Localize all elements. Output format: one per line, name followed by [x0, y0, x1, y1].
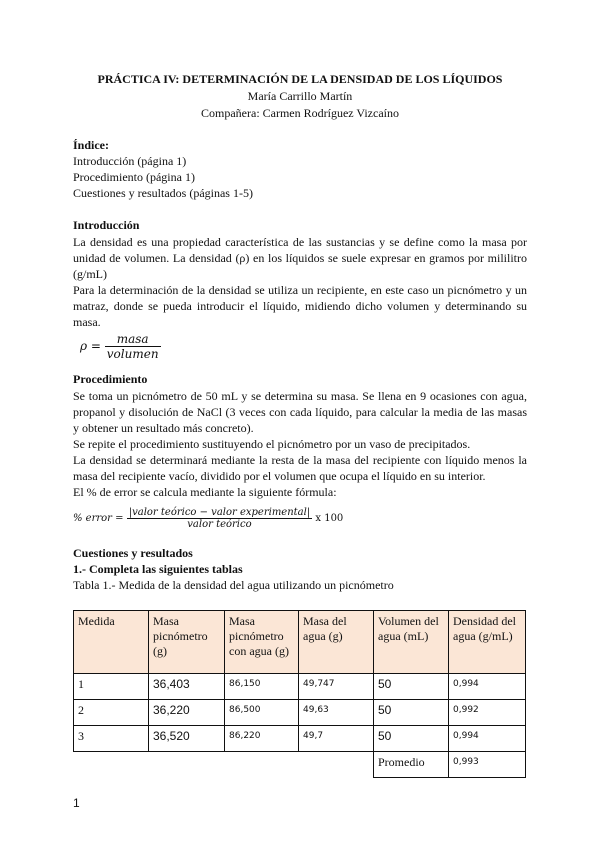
formula-numerator: masa	[116, 332, 149, 346]
table-cell: 36,520	[149, 726, 225, 752]
table-cell: 3	[74, 726, 149, 752]
table-cell: 0,992	[449, 700, 526, 726]
intro-heading: Introducción	[73, 218, 140, 232]
question-1: 1.- Completa las siguientes tablas	[73, 562, 243, 576]
table-header-cell: Volumen del agua (mL)	[374, 611, 449, 674]
formula-denominator: volumen	[106, 347, 159, 361]
table-header-cell: Medida	[74, 611, 149, 674]
table-cell: 1	[74, 674, 149, 700]
table-row	[74, 700, 526, 726]
intro-paragraph: La densidad es una propiedad característica de las sustancias y se define como la masa por unidad de volumen. La densidad (ρ) en los líquidos se suele expresar en gramos por mililitro (g/mL)	[73, 235, 527, 281]
table-header-cell: Masa picnómetro con agua (g)	[225, 611, 299, 674]
intro-paragraph: Para la determinación de la densidad se utiliza un recipiente, en este caso un picnómetro y un matraz, donde se pueda introducir el líquido, midiendo dicho volumen y determinando su masa.	[73, 283, 527, 329]
procedure-paragraph: Se repite el procedimiento sustituyendo el picnómetro por un vaso de precipitados.	[73, 437, 471, 451]
table-cell: 49,63	[299, 700, 374, 726]
formula-fraction	[105, 332, 161, 361]
index-heading: Índice:	[73, 138, 109, 152]
index-item: Introducción (página 1)	[73, 154, 187, 168]
error-formula-rhs: x 100	[315, 513, 344, 524]
average-label: Promedio	[374, 752, 449, 778]
procedure-heading: Procedimiento	[73, 372, 148, 386]
table-cell: 36,220	[149, 700, 225, 726]
document-title: PRÁCTICA IV: DETERMINACIÓN DE LA DENSIDAD DE LOS LÍQUIDOS	[97, 72, 503, 86]
author-name: María Carrillo Martín	[247, 89, 353, 103]
procedure-paragraph: El % de error se calcula mediante la siguiente fórmula:	[73, 485, 337, 499]
table-cell: 0,994	[449, 674, 526, 700]
procedure-paragraph: Se toma un picnómetro de 50 mL y se determina su masa. Se llena en 9 ocasiones con agua, propanol y disolución de NaCl (3 veces con cada líquido, para calcular la media de las masas y obtener un resultado más concreto).	[73, 389, 527, 435]
index-item: Procedimiento (página 1)	[73, 170, 195, 184]
table-cell: 36,403	[149, 674, 225, 700]
average-value: 0,993	[449, 752, 526, 778]
procedure-paragraph: La densidad se determinará mediante la resta de la masa del recipiente con líquido menos la masa del recipiente vacío, dividido por el volumen que ocupa el líquido en su interior.	[73, 453, 527, 483]
table-header-row	[74, 611, 526, 674]
error-formula-lhs: % error =	[73, 513, 124, 524]
table-header-cell: Densidad del agua (g/mL)	[449, 611, 526, 674]
table-cell: 50	[374, 700, 449, 726]
formula-lhs: ρ =	[80, 339, 101, 353]
table-header-cell: Masa del agua (g)	[299, 611, 374, 674]
table-caption: Tabla 1.- Medida de la densidad del agua utilizando un picnómetro	[73, 578, 394, 592]
table-cell: 86,220	[225, 726, 299, 752]
empty-cell	[149, 752, 225, 778]
table-cell: 49,747	[299, 674, 374, 700]
error-formula-denominator: valor teórico	[127, 518, 312, 530]
questions-heading: Cuestiones y resultados	[73, 546, 193, 560]
error-formula-fraction	[127, 507, 312, 530]
table-cell: 86,150	[225, 674, 299, 700]
table-header-cell: Masa picnómetro (g)	[149, 611, 225, 674]
table-row	[74, 726, 526, 752]
page-number: 1	[73, 796, 80, 810]
partner-name: Compañera: Carmen Rodríguez Vizcaíno	[201, 106, 399, 120]
table-average-row	[74, 752, 526, 778]
table-cell: 86,500	[225, 700, 299, 726]
table-cell: 2	[74, 700, 149, 726]
density-formula	[80, 332, 161, 361]
table-cell: 49,7	[299, 726, 374, 752]
empty-cell	[74, 752, 149, 778]
table-row	[74, 674, 526, 700]
empty-cell	[225, 752, 299, 778]
density-table	[73, 610, 526, 778]
table-cell: 50	[374, 726, 449, 752]
error-formula-numerator: |valor teórico − valor experimental|	[128, 507, 311, 518]
index-item: Cuestiones y resultados (páginas 1-5)	[73, 186, 253, 200]
empty-cell	[299, 752, 374, 778]
error-formula	[73, 507, 343, 530]
table-cell: 50	[374, 674, 449, 700]
table-cell: 0,994	[449, 726, 526, 752]
